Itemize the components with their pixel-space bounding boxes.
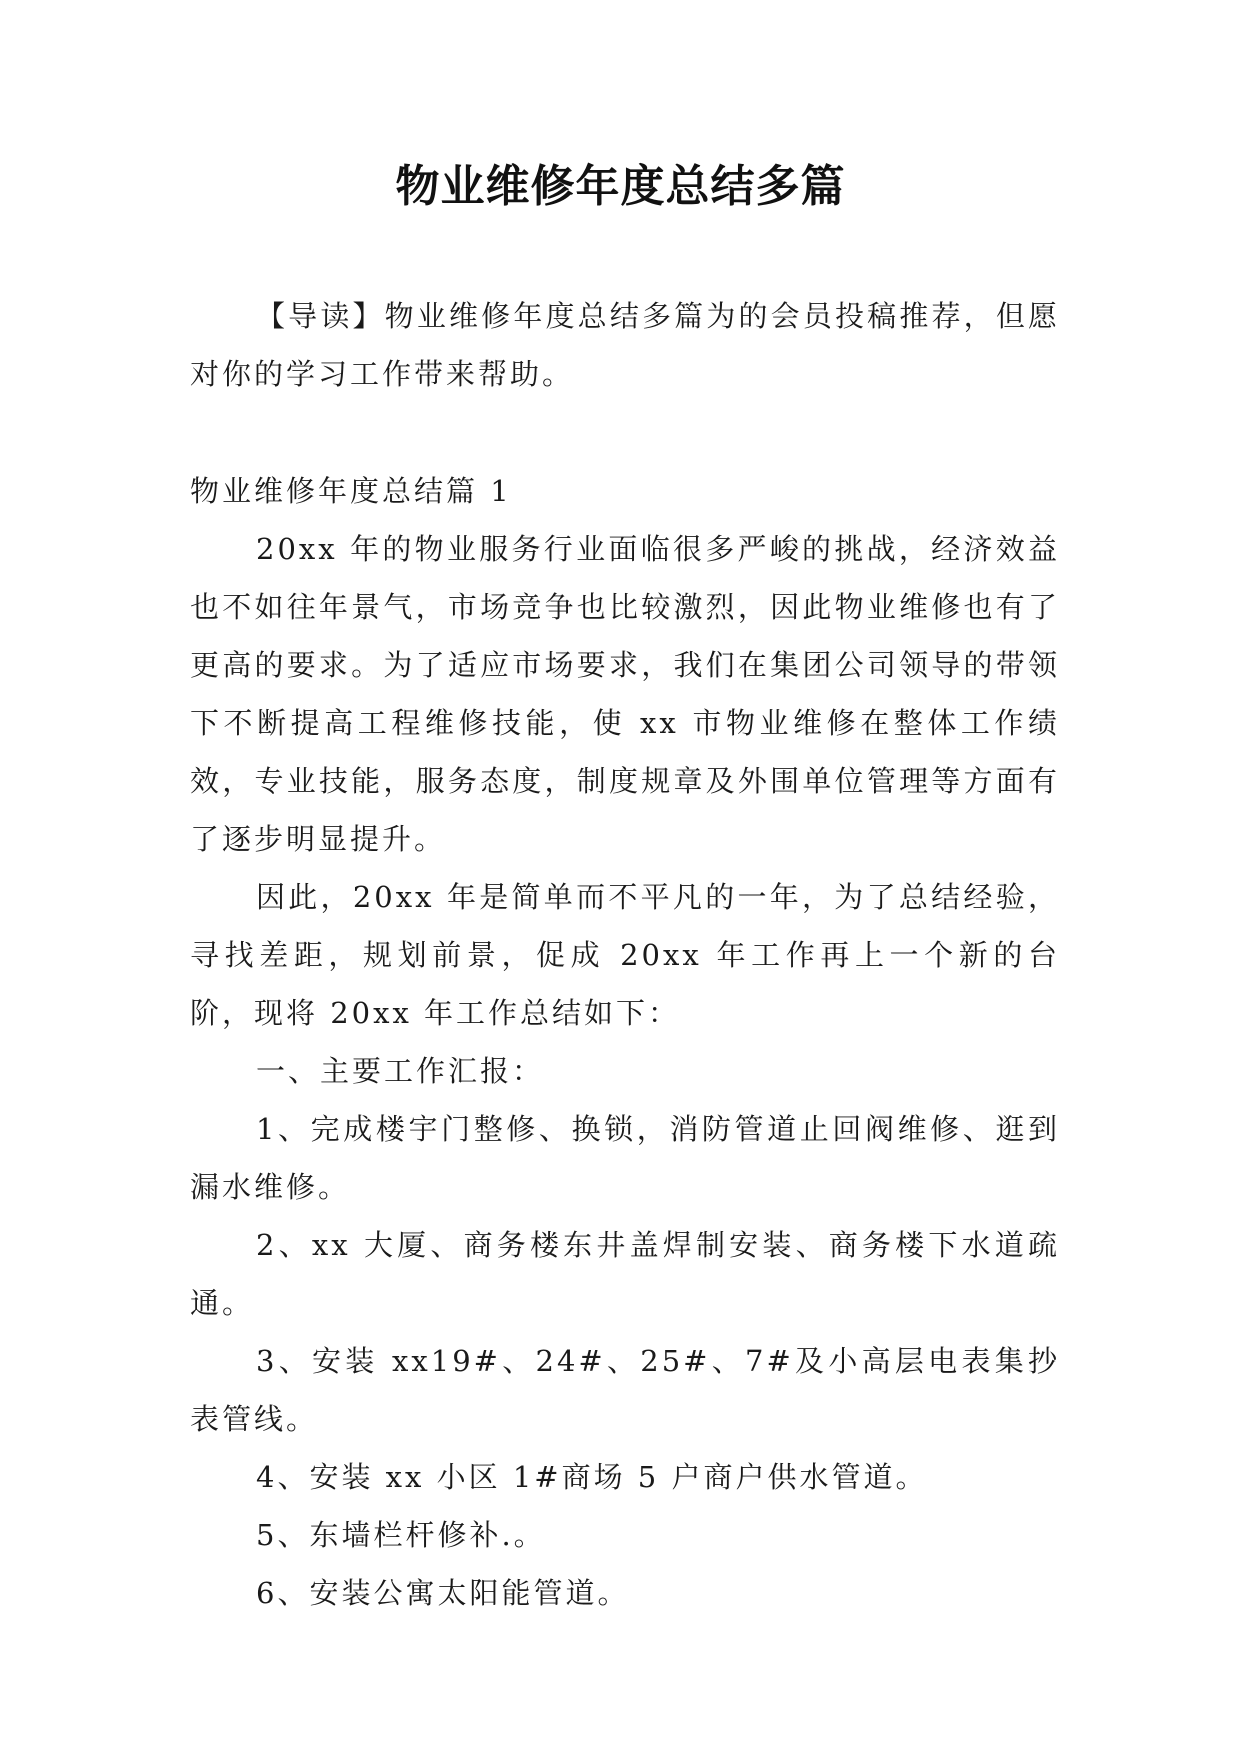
document-body <box>190 462 1060 1622</box>
body-paragraph: 一、主要工作汇报： <box>256 1054 545 1088</box>
body-paragraph: 20xx 年的物业服务行业面临很多严峻的挑战，经济效益也不如往年景气，市场竞争也比较激烈，因此物业维修也有了更高的要求。为了适应市场要求，我们在集团公司领导的带领下不断提高工程维修技能，使 xx 市物业维修在整体工作绩效，专业技能，服务态度，制度规章及外围单位管理等方面有了逐步明显提升。 <box>190 532 1060 856</box>
list-item: 6、安装公寓太阳能管道。 <box>256 1576 630 1610</box>
intro-paragraph: 【导读】物业维修年度总结多篇为的会员投稿推荐，但愿对你的学习工作带来帮助。 <box>190 299 1060 391</box>
list-item: 5、东墙栏杆修补.。 <box>256 1518 546 1552</box>
document-title: 物业维修年度总结多篇 <box>395 161 846 212</box>
intro-block <box>190 287 1060 403</box>
body-paragraph: 因此，20xx 年是简单而不平凡的一年，为了总结经验，寻找差距，规划前景，促成 20xx 年工作再上一个新的台阶，现将 20xx 年工作总结如下： <box>190 880 1060 1030</box>
list-item: 4、安装 xx 小区 1#商场 5 户商户供水管道。 <box>256 1460 928 1494</box>
section-heading: 物业维修年度总结篇 1 <box>190 474 512 508</box>
list-item: 1、完成楼宇门整修、换锁，消防管道止回阀维修、逛到漏水维修。 <box>190 1112 1060 1204</box>
list-item: 3、安装 xx19#、24#、25#、7#及小高层电表集抄表管线。 <box>190 1344 1060 1436</box>
list-item: 2、xx 大厦、商务楼东井盖焊制安装、商务楼下水道疏通。 <box>190 1228 1060 1320</box>
